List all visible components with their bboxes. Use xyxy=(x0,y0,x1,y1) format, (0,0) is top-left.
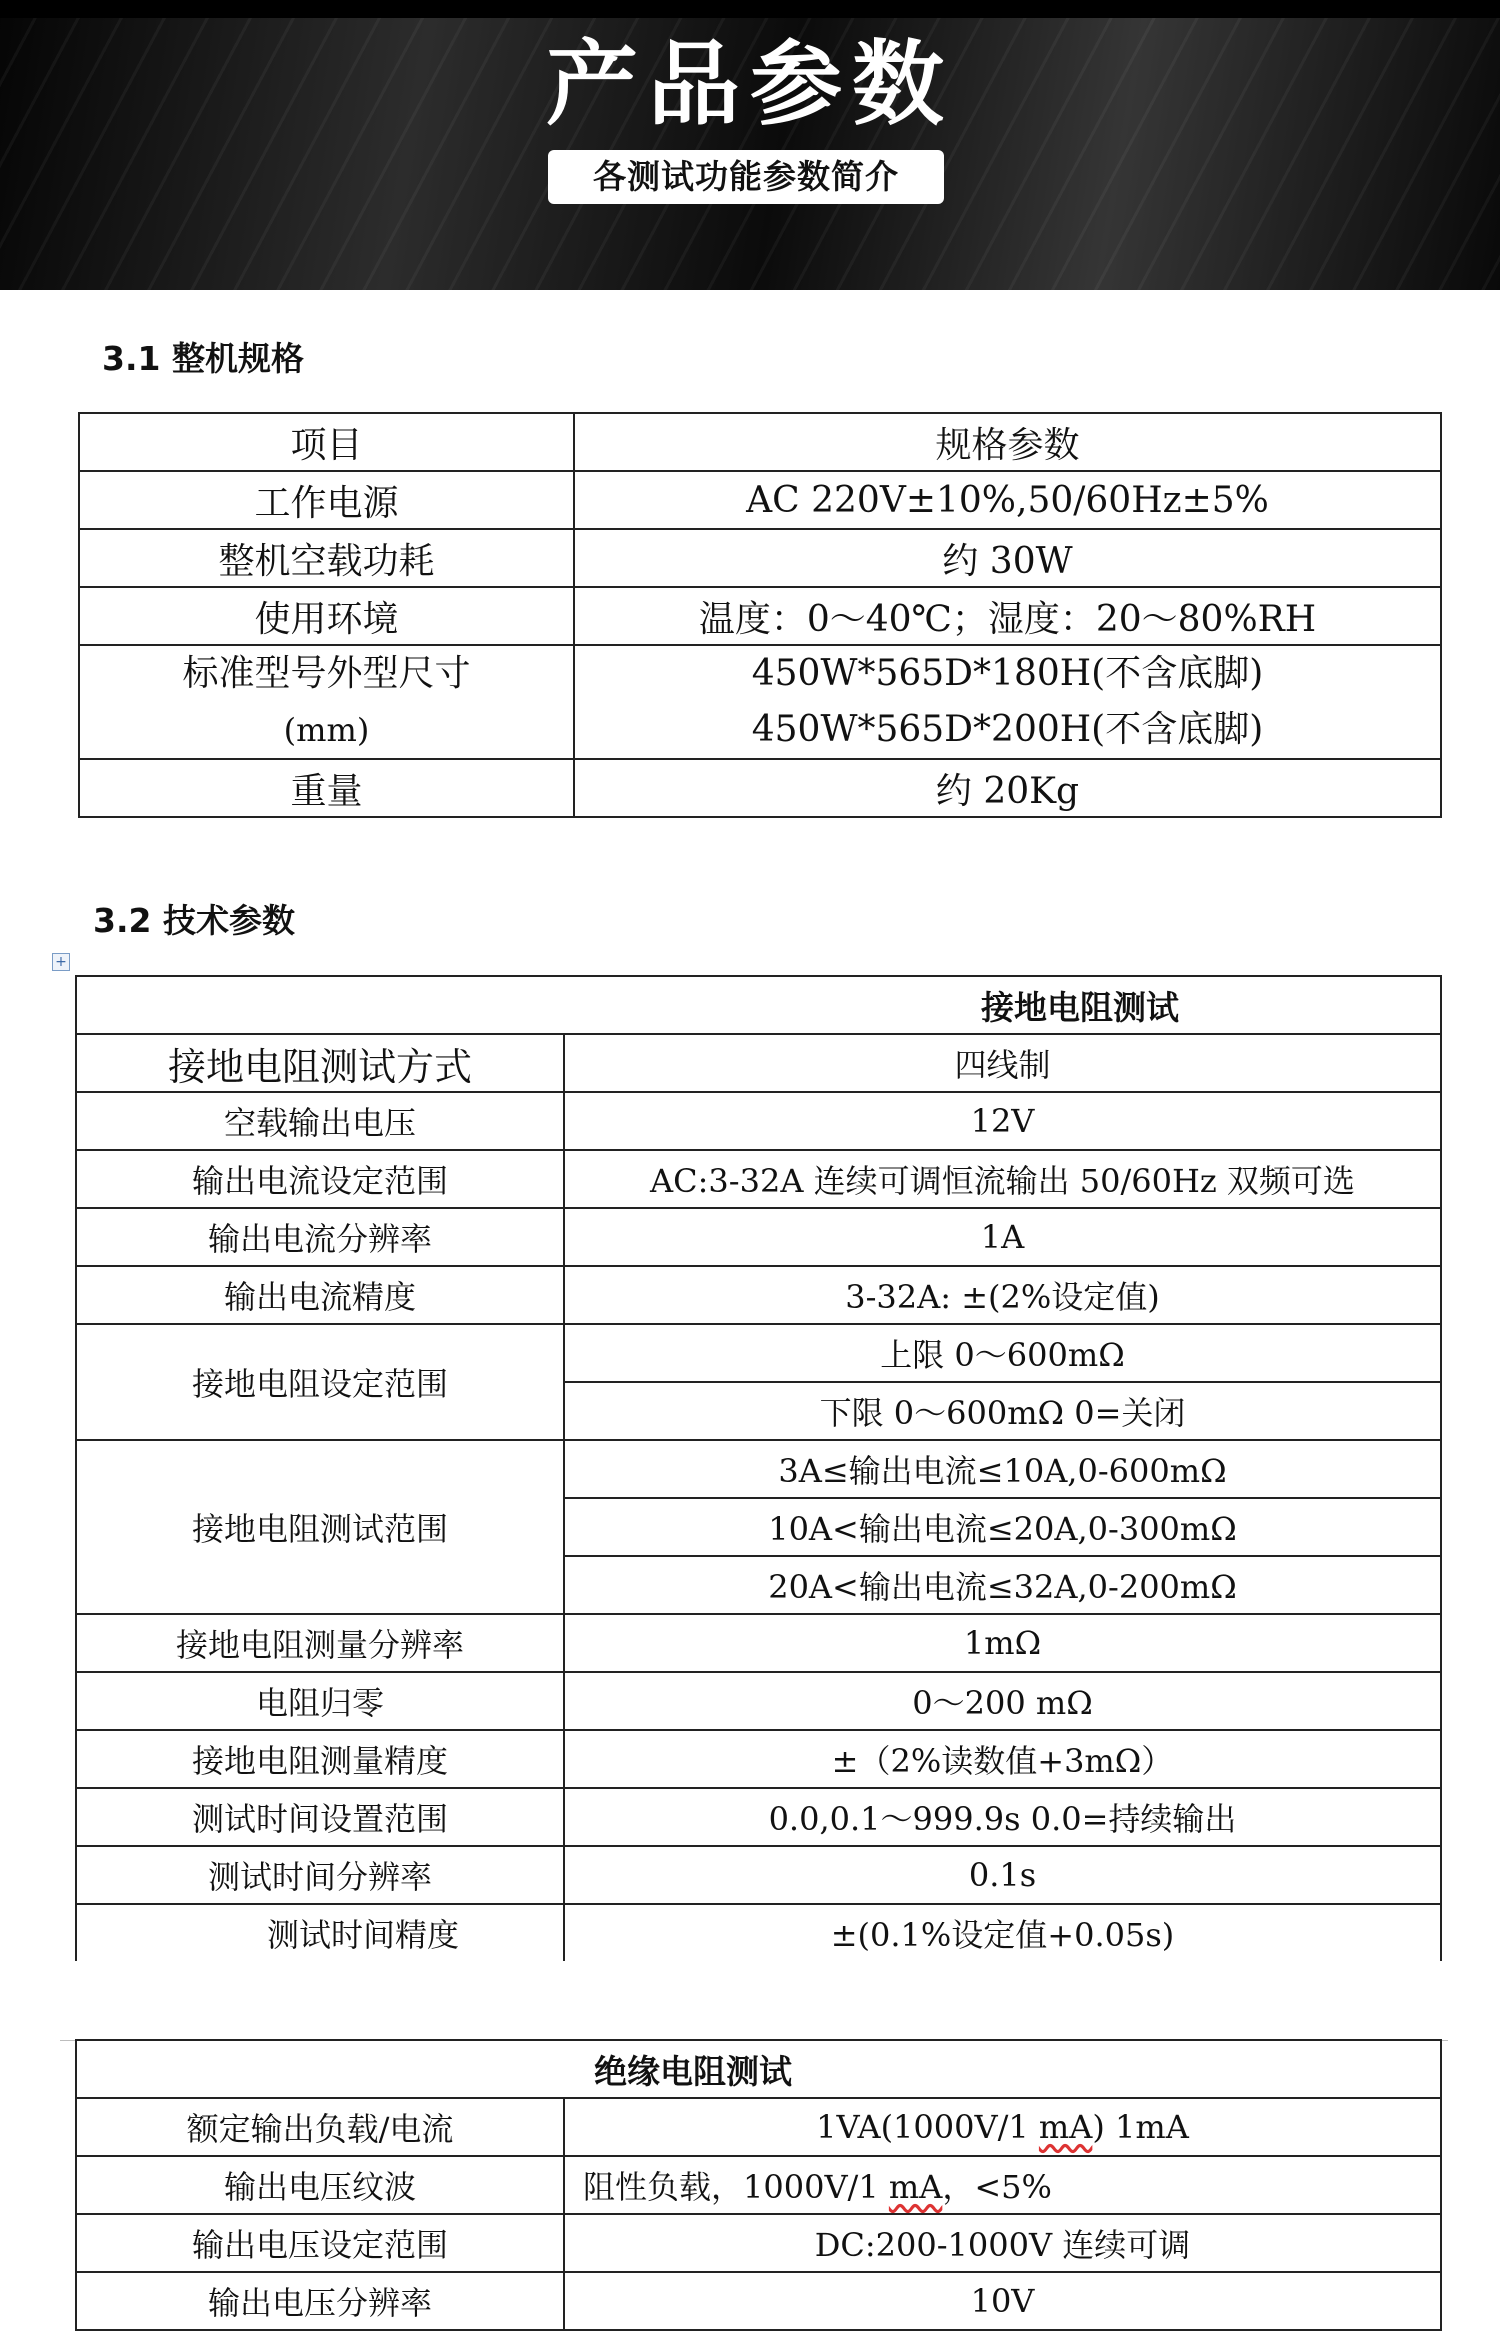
section-2-heading: 3.2 技术参数 xyxy=(93,901,295,940)
cell-value: 上限 0～600mΩ xyxy=(564,1324,1441,1382)
cell-value: 10V xyxy=(564,2272,1441,2330)
cell-label: 输出电压设定范围 xyxy=(76,2214,564,2272)
table-move-handle-icon[interactable]: + xyxy=(52,953,70,971)
cell-value xyxy=(574,645,1441,759)
spellcheck-mark: mA xyxy=(1038,2108,1093,2146)
cell-label: 接地电阻测量分辨率 xyxy=(76,1614,564,1672)
cell-line: 450W*565D*180H(不含底脚) xyxy=(751,653,1264,694)
spellcheck-mark: mA xyxy=(888,2168,943,2206)
cell-value: ±（2%读数值+3mΩ） xyxy=(564,1730,1441,1788)
header-cell-item: 项目 xyxy=(79,413,574,471)
cell-value: 12V xyxy=(564,1092,1441,1150)
cell-label: 测试时间分辨率 xyxy=(76,1846,564,1904)
cell-value xyxy=(564,2098,1441,2156)
table-row xyxy=(79,759,1441,817)
cell-item xyxy=(79,645,574,759)
cell-label: 接地电阻设定范围 xyxy=(76,1324,564,1440)
text-part: ，<5% xyxy=(942,2168,1052,2206)
cell-value: ±(0.1%设定值+0.05s) xyxy=(564,1904,1441,1961)
cell-label: 输出电流分辨率 xyxy=(76,1208,564,1266)
top-strip xyxy=(0,0,1500,18)
text-part: 1VA(1000V/1 xyxy=(816,2108,1039,2146)
cell-label: 接地电阻测试方式 xyxy=(76,1034,564,1092)
table-row xyxy=(76,2098,1441,2156)
cell-value: 温度：0～40℃；湿度：20～80%RH xyxy=(574,587,1441,645)
cell-label: 输出电流设定范围 xyxy=(76,1150,564,1208)
spec-table-ground-resistance xyxy=(75,975,1442,1961)
table-row xyxy=(76,1092,1441,1150)
cell-label: 输出电流精度 xyxy=(76,1266,564,1324)
cell-value: 约 30W xyxy=(574,529,1441,587)
header-cell-spec: 规格参数 xyxy=(574,413,1441,471)
table-row xyxy=(76,1266,1441,1324)
table-row xyxy=(76,1904,1441,1961)
table-row xyxy=(76,1324,1441,1382)
cell-value: 1mΩ xyxy=(564,1614,1441,1672)
table-row xyxy=(76,2272,1441,2330)
table-row xyxy=(76,1788,1441,1846)
cell-line: 450W*565D*200H(不含底脚) xyxy=(751,709,1264,750)
cell-value: AC 220V±10%,50/60Hz±5% xyxy=(574,471,1441,529)
table-row xyxy=(79,529,1441,587)
table-row xyxy=(76,2156,1441,2214)
cell-item: 使用环境 xyxy=(79,587,574,645)
cell-value: 20A<输出电流≤32A,0-200mΩ xyxy=(564,1556,1441,1614)
text-part: 阻性负载，1000V/1 xyxy=(583,2168,889,2206)
cell-value: 约 20Kg xyxy=(574,759,1441,817)
header-cell-empty xyxy=(76,976,564,1034)
cell-label: 电阻归零 xyxy=(76,1672,564,1730)
cell-label: 输出电压纹波 xyxy=(76,2156,564,2214)
table-row xyxy=(76,1730,1441,1788)
table-row xyxy=(76,1150,1441,1208)
cell-label: 测试时间设置范围 xyxy=(76,1788,564,1846)
cell-label: 输出电压分辨率 xyxy=(76,2272,564,2330)
cell-line: 标准型号外型尺寸 xyxy=(182,653,471,694)
text-part: ) 1mA xyxy=(1092,2108,1189,2146)
cell-value: 10A<输出电流≤20A,0-300mΩ xyxy=(564,1498,1441,1556)
table-row xyxy=(76,976,1441,1034)
page-title: 产品参数 xyxy=(545,31,954,138)
table-row xyxy=(76,1614,1441,1672)
header-cell-insulation: 绝缘电阻测试 xyxy=(76,2040,1441,2098)
header-banner xyxy=(0,0,1500,290)
table-row xyxy=(76,1846,1441,1904)
cell-value: 0.0,0.1～999.9s 0.0=持续输出 xyxy=(564,1788,1441,1846)
page-subtitle: 各测试功能参数简介 xyxy=(548,150,944,204)
cell-value: 0.1s xyxy=(564,1846,1441,1904)
cell-item: 重量 xyxy=(79,759,574,817)
cell-value: 1A xyxy=(564,1208,1441,1266)
cell-item: 整机空载功耗 xyxy=(79,529,574,587)
cell-value: 0～200 mΩ xyxy=(564,1672,1441,1730)
table-row xyxy=(79,587,1441,645)
table-row xyxy=(76,2214,1441,2272)
cell-value: DC:200-1000V 连续可调 xyxy=(564,2214,1441,2272)
cell-item: 工作电源 xyxy=(79,471,574,529)
table-row xyxy=(79,645,1441,759)
cell-value: 3A≤输出电流≤10A,0-600mΩ xyxy=(564,1440,1441,1498)
table-row xyxy=(76,1208,1441,1266)
cell-label: 接地电阻测量精度 xyxy=(76,1730,564,1788)
table-row xyxy=(79,471,1441,529)
cell-line: (mm) xyxy=(283,711,370,749)
spec-table-overall xyxy=(78,412,1442,818)
section-1-heading: 3.1 整机规格 xyxy=(102,339,304,378)
cell-value xyxy=(564,2156,1441,2214)
cell-label: 测试时间精度 xyxy=(76,1904,564,1961)
cell-value: 下限 0～600mΩ 0=关闭 xyxy=(564,1382,1441,1440)
table-row xyxy=(76,1440,1441,1498)
spec-table-insulation-resistance xyxy=(75,2039,1442,2331)
cell-label: 额定输出负载/电流 xyxy=(76,2098,564,2156)
table-row xyxy=(76,2040,1441,2098)
cell-label: 空载输出电压 xyxy=(76,1092,564,1150)
cell-value: 3-32A: ±(2%设定值) xyxy=(564,1266,1441,1324)
table-row xyxy=(76,1672,1441,1730)
cell-label: 接地电阻测试范围 xyxy=(76,1440,564,1614)
header-cell-ground: 接地电阻测试 xyxy=(564,976,1441,1034)
table-row xyxy=(76,1034,1441,1092)
table-row xyxy=(79,413,1441,471)
cell-value: AC:3-32A 连续可调恒流输出 50/60Hz 双频可选 xyxy=(564,1150,1441,1208)
cell-value: 四线制 xyxy=(564,1034,1441,1092)
